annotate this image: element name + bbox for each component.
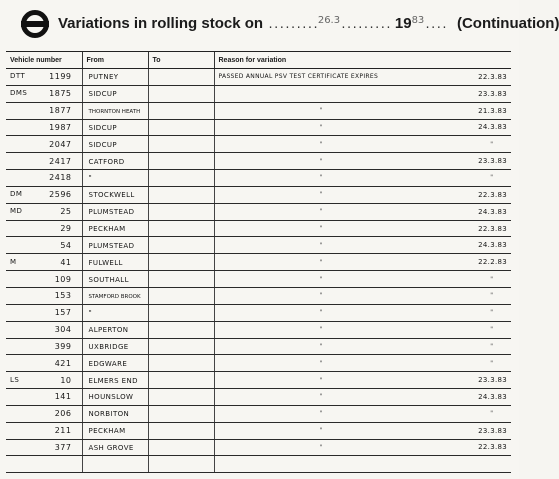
table-row (6, 186, 511, 203)
vehicle-number: 1987 (49, 122, 72, 132)
reason-text: PASSED ANNUAL PSV TEST CERTIFICATE EXPIRES (218, 73, 379, 81)
vehicle-number: 211 (54, 426, 72, 436)
to-cell (148, 237, 214, 254)
vehicle-number: 2417 (49, 156, 72, 166)
vehicle-number-cell (6, 203, 82, 220)
vehicle-number: 304 (54, 325, 72, 335)
reason-text: " (319, 174, 323, 182)
vehicle-number: 29 (60, 224, 72, 234)
reason-text: " (319, 275, 323, 283)
to-cell (148, 220, 214, 237)
table-row (6, 85, 511, 102)
vehicle-number: 399 (54, 341, 72, 351)
from-cell (82, 389, 148, 406)
from-cell (82, 153, 148, 170)
to-cell (148, 439, 214, 456)
to-cell (148, 271, 214, 288)
reason-cell (214, 203, 511, 220)
to-cell (148, 405, 214, 422)
reason-text: " (319, 157, 323, 165)
vehicle-number: 41 (60, 257, 72, 267)
table-row (6, 220, 511, 237)
from-garage: FULWELL (88, 258, 123, 267)
expiry-date: " (490, 275, 493, 283)
reason-text: " (319, 258, 323, 266)
column-header-from: From (82, 52, 148, 69)
expiry-date: 21.3.83 (478, 106, 507, 115)
from-cell (82, 119, 148, 136)
vehicle-number-cell (6, 136, 82, 153)
expiry-date: 22.3.83 (478, 72, 507, 81)
year-dots: .... (424, 18, 447, 31)
vehicle-class: DM (10, 190, 23, 199)
to-cell (148, 136, 214, 153)
vehicle-number: 157 (54, 308, 72, 318)
to-cell (148, 372, 214, 389)
vehicle-number: 206 (54, 409, 72, 419)
to-cell (148, 456, 214, 473)
expiry-date: 23.3.83 (478, 426, 507, 435)
vehicle-number: 2047 (49, 139, 72, 149)
from-garage: CATFORD (88, 157, 125, 166)
reason-text: " (319, 140, 323, 148)
expiry-date: " (490, 174, 493, 182)
expiry-date: 22.2.83 (478, 258, 507, 267)
to-cell (148, 355, 214, 372)
from-garage: EDGWARE (88, 359, 128, 368)
page-title (58, 15, 559, 32)
reason-text: " (319, 393, 323, 401)
reason-text: " (319, 326, 323, 334)
table-row (6, 389, 511, 406)
vehicle-number-cell (6, 372, 82, 389)
vehicle-number: 421 (54, 358, 72, 368)
from-garage: ASH GROVE (88, 443, 134, 452)
vehicle-number-cell (6, 153, 82, 170)
from-cell (82, 456, 148, 473)
table-row (6, 372, 511, 389)
from-cell (82, 338, 148, 355)
vehicle-number: 25 (60, 207, 72, 217)
reason-text: " (319, 225, 323, 233)
from-garage: STOCKWELL (88, 191, 135, 200)
expiry-date: 22.3.83 (478, 443, 507, 452)
expiry-date: 24.3.83 (478, 392, 507, 401)
table-row (6, 153, 511, 170)
reason-cell (214, 321, 511, 338)
from-cell (82, 170, 148, 187)
from-cell (82, 271, 148, 288)
vehicle-number: 141 (54, 392, 72, 402)
from-garage: THORNTON HEATH (88, 109, 141, 116)
reason-cell (214, 372, 511, 389)
vehicle-number-cell (6, 456, 82, 473)
expiry-date: " (490, 359, 493, 367)
reason-cell (214, 439, 511, 456)
vehicle-number: 2418 (49, 173, 72, 183)
vehicle-number-cell (6, 338, 82, 355)
from-garage: UXBRIDGE (88, 342, 129, 351)
to-cell (148, 203, 214, 220)
column-header-reason: Reason for variation (214, 52, 511, 69)
from-garage: " (88, 174, 93, 183)
reason-cell (214, 220, 511, 237)
table-row (6, 321, 511, 338)
reason-text: " (319, 191, 323, 199)
expiry-date: " (490, 292, 493, 300)
date-dots-left: ......... (267, 18, 318, 31)
handwritten-year: 83 (411, 15, 425, 26)
reason-cell (214, 186, 511, 203)
reason-cell (214, 102, 511, 119)
date-dots-right: ......... (340, 18, 391, 31)
expiry-date: 22.3.83 (478, 224, 507, 233)
to-cell (148, 85, 214, 102)
table-row (6, 119, 511, 136)
to-cell (148, 321, 214, 338)
reason-cell (214, 304, 511, 321)
from-garage: ALPERTON (88, 326, 129, 335)
from-garage: STAMFORD BROOK (88, 294, 141, 301)
from-cell (82, 405, 148, 422)
london-transport-roundel-icon (20, 9, 50, 39)
from-cell (82, 85, 148, 102)
expiry-date: " (490, 309, 493, 317)
vehicle-class: MD (10, 207, 23, 216)
table-row (6, 456, 511, 473)
reason-cell (214, 456, 511, 473)
vehicle-class: M (10, 257, 17, 266)
vehicle-class: LS (10, 375, 20, 384)
reason-cell (214, 389, 511, 406)
expiry-date: 24.3.83 (478, 123, 507, 132)
reason-cell (214, 287, 511, 304)
vehicle-number: 54 (60, 240, 72, 250)
from-cell (82, 69, 148, 86)
from-garage: SIDCUP (88, 90, 118, 99)
table-row (6, 338, 511, 355)
vehicle-number-cell (6, 254, 82, 271)
vehicle-number-cell (6, 271, 82, 288)
from-garage: PECKHAM (88, 427, 126, 436)
to-cell (148, 287, 214, 304)
handwritten-date: 26.3 (317, 15, 341, 26)
expiry-date: " (490, 342, 493, 350)
vehicle-number: 2596 (49, 190, 72, 200)
vehicle-number-cell (6, 422, 82, 439)
to-cell (148, 119, 214, 136)
reason-text: " (319, 342, 323, 350)
title-text: Variations in rolling stock on (58, 15, 264, 32)
page-header (0, 6, 559, 40)
from-cell (82, 355, 148, 372)
vehicle-number-cell (6, 405, 82, 422)
table-row (6, 254, 511, 271)
from-cell (82, 220, 148, 237)
vehicle-number: 1199 (49, 72, 72, 82)
vehicle-number-cell (6, 102, 82, 119)
from-garage: PLUMSTEAD (88, 208, 135, 217)
expiry-date: 24.3.83 (478, 207, 507, 216)
to-cell (148, 422, 214, 439)
to-cell (148, 186, 214, 203)
table-row (6, 439, 511, 456)
year-prefix: 19 (394, 15, 412, 32)
vehicle-number: 377 (54, 442, 72, 452)
to-cell (148, 170, 214, 187)
reason-text: " (319, 292, 323, 300)
table-row (6, 405, 511, 422)
reason-cell (214, 254, 511, 271)
vehicle-number-cell (6, 355, 82, 372)
rolling-stock-table (6, 51, 511, 473)
from-cell (82, 287, 148, 304)
from-cell (82, 102, 148, 119)
vehicle-number: 109 (54, 274, 72, 284)
table-header-row (6, 52, 511, 69)
vehicle-number-cell (6, 220, 82, 237)
expiry-date: 23.3.83 (478, 376, 507, 385)
reason-cell (214, 271, 511, 288)
reason-cell (214, 422, 511, 439)
from-garage: SOUTHALL (88, 275, 129, 284)
reason-text: " (319, 443, 323, 451)
expiry-date: " (490, 326, 493, 334)
from-cell (82, 254, 148, 271)
to-cell (148, 254, 214, 271)
to-cell (148, 102, 214, 119)
reason-text: " (319, 107, 323, 115)
reason-cell (214, 136, 511, 153)
vehicle-number-cell (6, 119, 82, 136)
table-row (6, 170, 511, 187)
vehicle-number: 153 (54, 291, 72, 301)
from-cell (82, 304, 148, 321)
column-header-to: To (148, 52, 214, 69)
to-cell (148, 153, 214, 170)
column-header-vehicle-number: Vehicle number (6, 52, 82, 69)
table-row (6, 69, 511, 86)
table-row (6, 271, 511, 288)
reason-cell (214, 237, 511, 254)
from-cell (82, 203, 148, 220)
from-garage: HOUNSLOW (88, 393, 134, 402)
reason-cell (214, 338, 511, 355)
reason-text: " (319, 410, 323, 418)
vehicle-number-cell (6, 186, 82, 203)
reason-cell (214, 153, 511, 170)
continuation-label: (Continuation) (456, 15, 559, 32)
table-row (6, 287, 511, 304)
from-cell (82, 186, 148, 203)
reason-cell (214, 170, 511, 187)
vehicle-number-cell (6, 321, 82, 338)
from-garage: PUTNEY (88, 73, 119, 82)
reason-text: " (319, 376, 323, 384)
vehicle-class: DMS (10, 89, 28, 98)
to-cell (148, 69, 214, 86)
from-garage: SIDCUP (88, 123, 118, 132)
from-cell (82, 136, 148, 153)
expiry-date: 22.3.83 (478, 190, 507, 199)
vehicle-number-cell (6, 439, 82, 456)
vehicle-number-cell (6, 85, 82, 102)
table-row (6, 355, 511, 372)
from-garage: ELMERS END (88, 376, 138, 385)
reason-text: " (319, 123, 323, 131)
from-cell (82, 372, 148, 389)
reason-text: " (319, 241, 323, 249)
reason-text: " (319, 208, 323, 216)
table-row (6, 136, 511, 153)
from-cell (82, 321, 148, 338)
to-cell (148, 338, 214, 355)
reason-cell (214, 355, 511, 372)
table-row (6, 203, 511, 220)
from-cell (82, 439, 148, 456)
expiry-date: " (490, 410, 493, 418)
to-cell (148, 389, 214, 406)
from-garage: PLUMSTEAD (88, 241, 135, 250)
expiry-date: 24.3.83 (478, 241, 507, 250)
reason-cell (214, 85, 511, 102)
from-cell (82, 237, 148, 254)
table-row (6, 237, 511, 254)
expiry-date: " (490, 140, 493, 148)
vehicle-number: 1877 (49, 106, 72, 116)
vehicle-class: DTT (10, 72, 26, 81)
vehicle-number-cell (6, 237, 82, 254)
expiry-date: 23.3.83 (478, 89, 507, 98)
vehicle-number-cell (6, 170, 82, 187)
reason-text: " (319, 309, 323, 317)
reason-text: " (319, 359, 323, 367)
vehicle-number-cell (6, 287, 82, 304)
from-garage (83, 461, 89, 469)
from-garage: SIDCUP (88, 140, 118, 149)
from-garage: " (88, 309, 93, 318)
vehicle-number: 10 (60, 375, 72, 385)
reason-cell (214, 405, 511, 422)
table-row (6, 422, 511, 439)
vehicle-number-cell (6, 389, 82, 406)
from-garage: PECKHAM (88, 225, 126, 234)
vehicle-number-cell (6, 304, 82, 321)
expiry-date: 23.3.83 (478, 157, 507, 166)
from-garage: NORBITON (88, 410, 130, 419)
reason-cell (214, 69, 511, 86)
reason-cell (214, 119, 511, 136)
table-row (6, 102, 511, 119)
table-row (6, 304, 511, 321)
vehicle-number-cell (6, 69, 82, 86)
to-cell (148, 304, 214, 321)
from-cell (82, 422, 148, 439)
reason-text: " (319, 427, 323, 435)
vehicle-number: 1875 (49, 89, 72, 99)
